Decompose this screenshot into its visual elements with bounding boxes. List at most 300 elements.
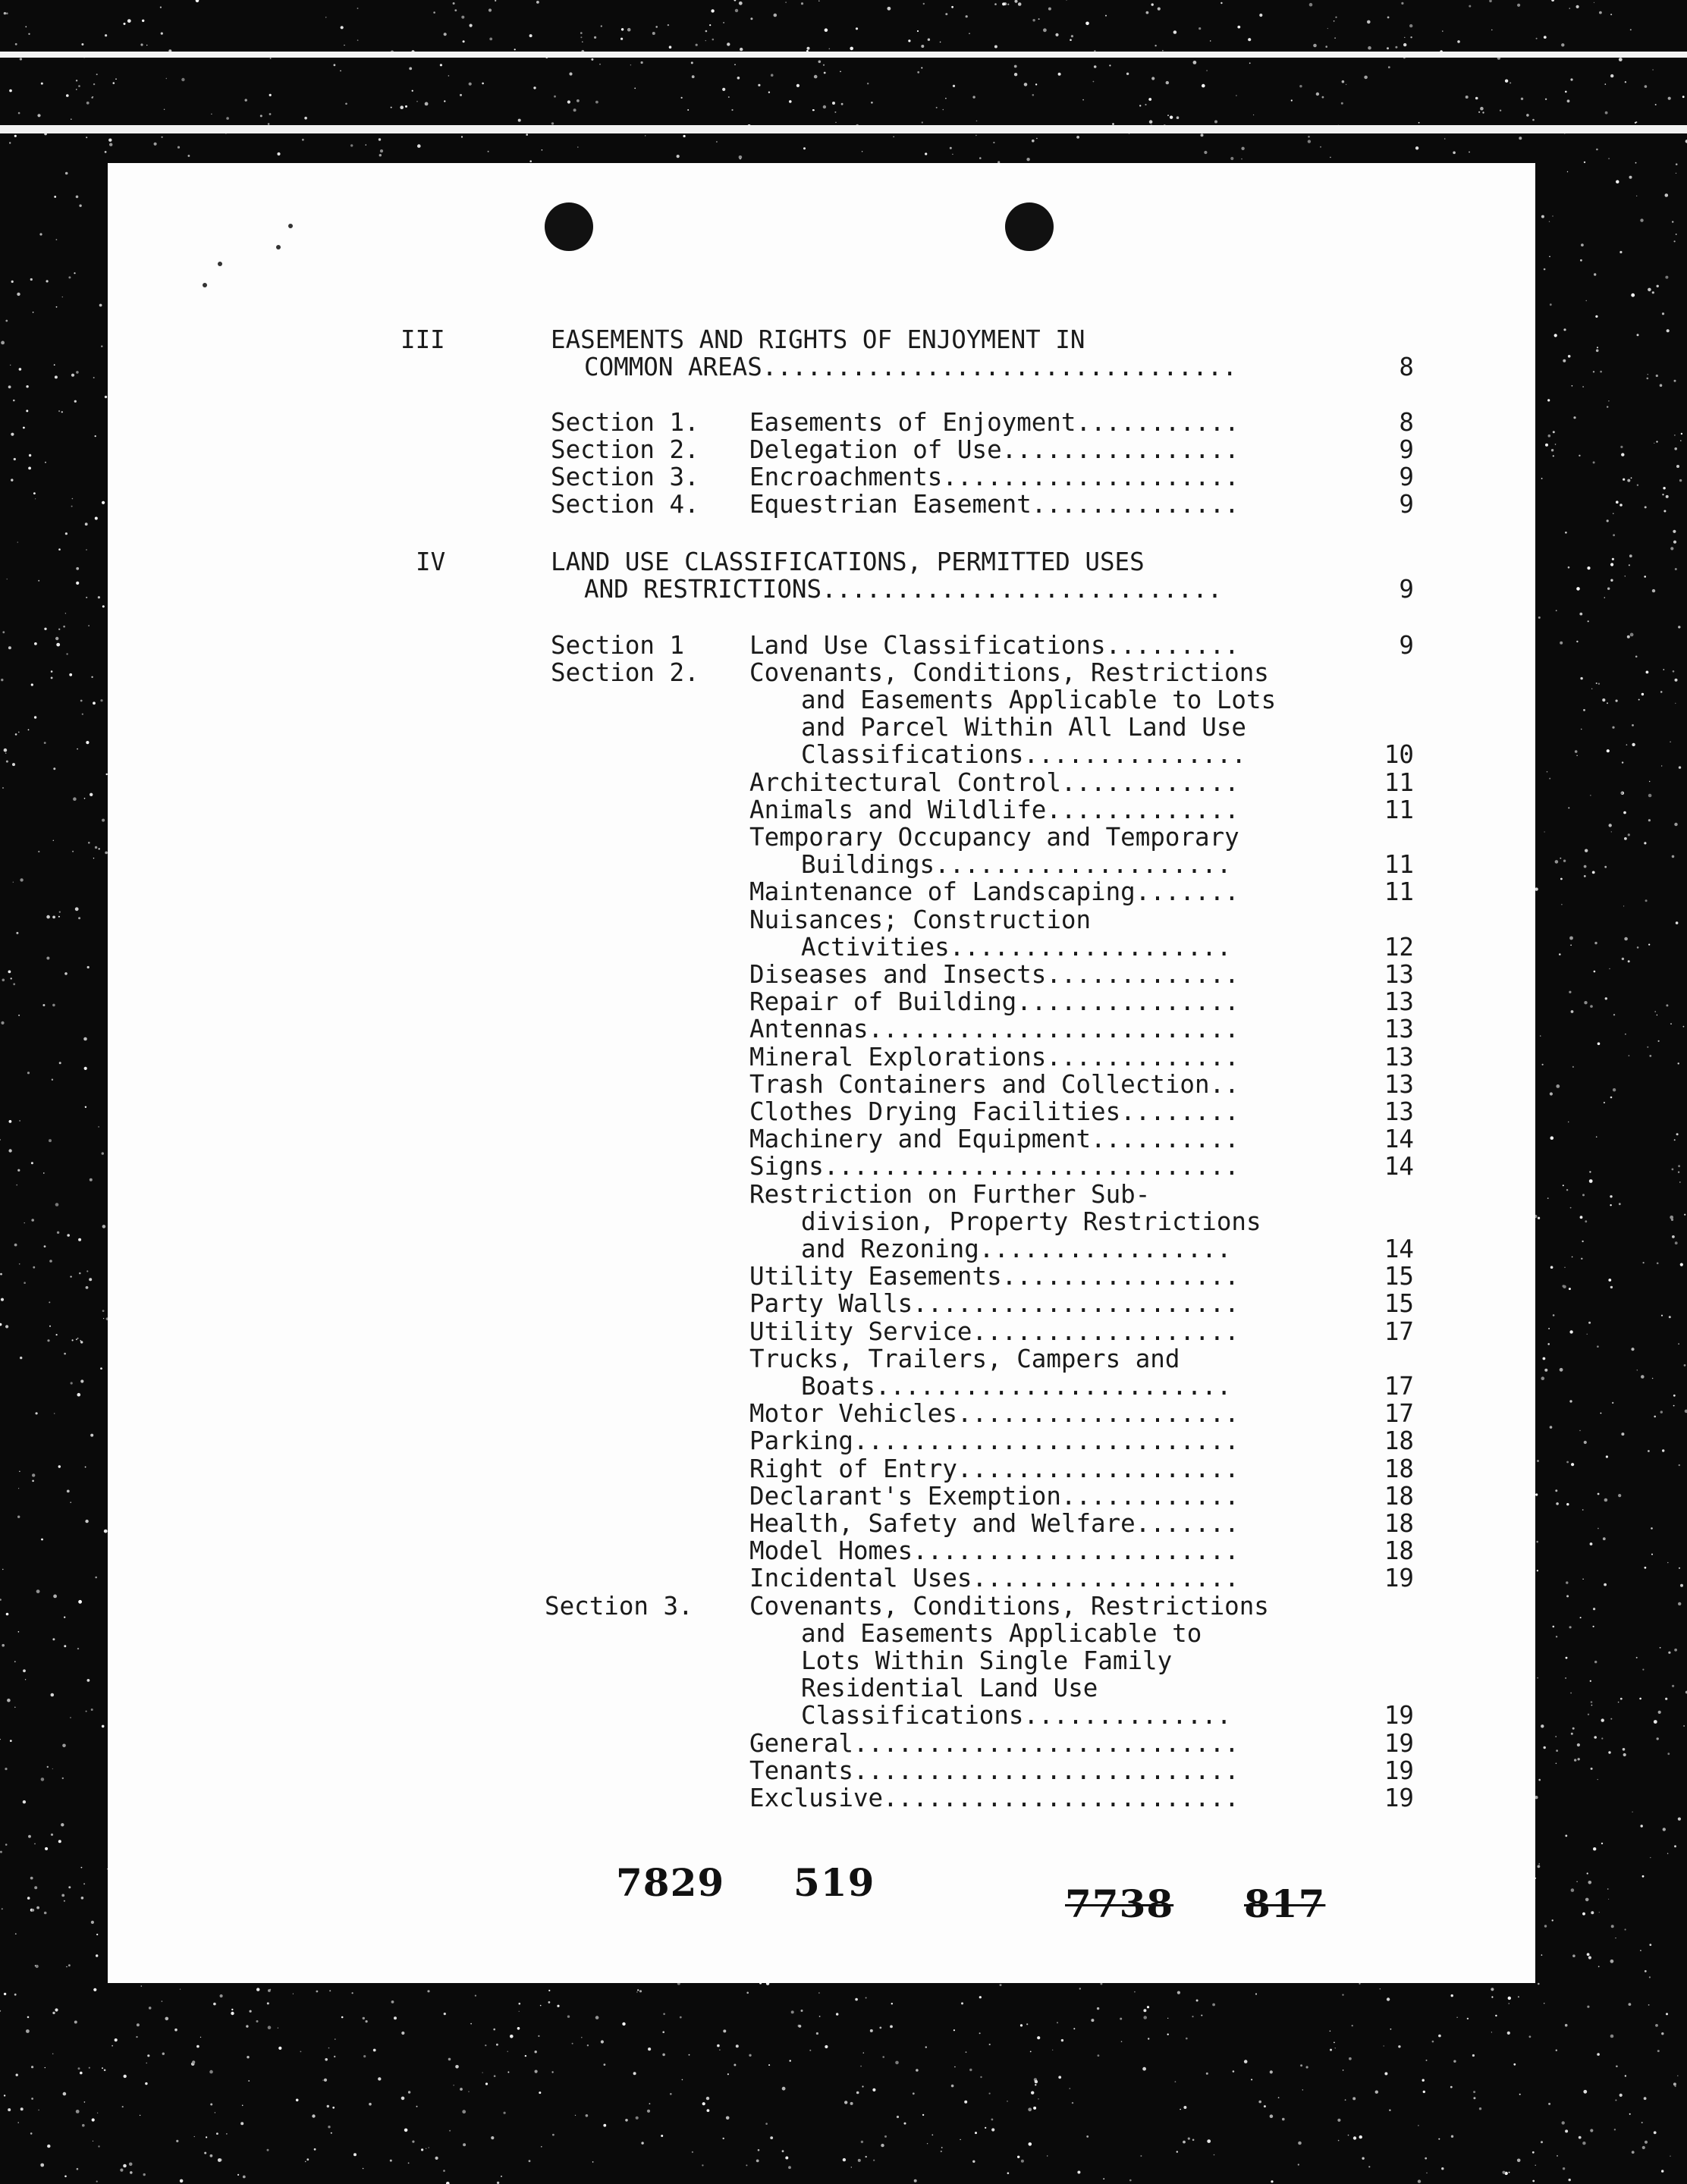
noise-speck (0, 1139, 1, 1140)
noise-speck (1451, 1994, 1453, 1997)
noise-speck (1541, 478, 1543, 479)
noise-speck (1183, 2141, 1186, 2144)
noise-speck (1212, 2004, 1215, 2007)
noise-speck (687, 109, 689, 111)
noise-speck (1658, 1040, 1660, 1042)
noise-speck (1004, 2, 1007, 5)
noise-speck (803, 147, 806, 149)
noise-speck (71, 1382, 73, 1384)
noise-speck (1601, 1737, 1603, 1739)
noise-speck (1456, 2017, 1457, 2018)
noise-speck (1126, 73, 1129, 75)
noise-speck (1270, 2070, 1273, 2073)
noise-speck (539, 2091, 541, 2094)
noise-speck (85, 1520, 88, 1523)
section-title: Equestrian Easement.............. (749, 490, 1239, 519)
noise-speck (814, 75, 818, 79)
noise-speck (1600, 371, 1602, 373)
noise-speck (575, 2115, 576, 2116)
page-number: 9 (1399, 631, 1414, 660)
noise-speck (1635, 656, 1638, 658)
noise-speck (353, 2153, 357, 2156)
noise-speck (1624, 837, 1627, 840)
toc-entry: Antennas......................... (749, 1015, 1239, 1043)
noise-speck (91, 1921, 94, 1924)
noise-speck (1000, 1984, 1002, 1986)
noise-speck (421, 2148, 423, 2151)
noise-speck (1637, 485, 1638, 486)
noise-speck (1538, 617, 1541, 619)
noise-speck (1676, 163, 1678, 165)
noise-speck (1170, 116, 1173, 119)
noise-speck (256, 2020, 259, 2022)
noise-speck (1580, 1617, 1582, 1618)
noise-speck (1076, 136, 1079, 139)
noise-speck (1666, 1004, 1668, 1006)
noise-speck (1661, 2170, 1663, 2172)
noise-speck (1649, 1055, 1651, 1057)
noise-speck (85, 522, 88, 526)
noise-speck (1547, 1197, 1549, 1199)
noise-speck (1544, 36, 1547, 39)
noise-speck (1550, 1426, 1553, 1429)
noise-speck (19, 1120, 20, 1121)
noise-speck (188, 155, 190, 157)
noise-speck (401, 2097, 405, 2101)
noise-speck (11, 433, 14, 436)
noise-speck (278, 2047, 281, 2050)
noise-speck (945, 13, 947, 15)
noise-speck (63, 626, 65, 628)
noise-speck (696, 44, 698, 46)
noise-speck (14, 1244, 17, 1247)
noise-speck (77, 748, 78, 750)
noise-speck (18, 732, 20, 733)
noise-speck (1572, 1954, 1575, 1957)
noise-speck (1672, 855, 1675, 858)
noise-speck (835, 122, 836, 123)
chapter-title: COMMON AREAS................................ (584, 353, 1237, 381)
noise-speck (1548, 2103, 1550, 2105)
noise-speck (52, 1768, 53, 1769)
noise-speck (72, 498, 74, 500)
noise-speck (1526, 114, 1529, 117)
noise-speck (913, 2092, 915, 2095)
noise-speck (226, 2133, 227, 2134)
noise-speck (72, 851, 74, 852)
noise-speck (209, 2070, 213, 2074)
noise-speck (1631, 1348, 1634, 1351)
noise-speck (1594, 273, 1596, 275)
noise-speck (1652, 1378, 1653, 1379)
noise-speck (796, 84, 800, 87)
page-number: 19 (1384, 1784, 1414, 1812)
noise-speck (1457, 40, 1460, 43)
noise-speck (1535, 2165, 1536, 2166)
noise-speck (75, 907, 79, 911)
noise-speck (52, 1079, 53, 1081)
noise-speck (630, 64, 631, 65)
noise-speck (682, 2079, 683, 2081)
noise-speck (494, 2075, 496, 2077)
noise-speck (1180, 2109, 1181, 2110)
noise-speck (1655, 104, 1657, 105)
noise-speck (51, 670, 53, 673)
toc-entry: Buildings.................... (801, 850, 1232, 879)
noise-speck (785, 2157, 788, 2160)
noise-speck (47, 2145, 50, 2148)
noise-speck (1657, 1263, 1659, 1265)
noise-speck (552, 2134, 554, 2136)
noise-speck (572, 2043, 573, 2044)
noise-speck (1673, 541, 1676, 544)
noise-speck (1313, 44, 1317, 48)
noise-speck (461, 16, 464, 19)
noise-speck (33, 492, 36, 494)
noise-speck (322, 2080, 323, 2081)
noise-speck (1641, 1825, 1643, 1827)
noise-speck (104, 2069, 106, 2072)
noise-speck (250, 2010, 252, 2013)
noise-speck (1348, 2135, 1349, 2136)
noise-speck (2, 979, 5, 982)
noise-speck (1547, 399, 1550, 401)
noise-speck (1563, 328, 1566, 331)
noise-speck (734, 64, 736, 65)
noise-speck (79, 205, 81, 207)
noise-speck (1680, 1584, 1683, 1587)
noise-speck (1678, 1172, 1679, 1173)
noise-speck (1342, 80, 1345, 83)
noise-speck (1519, 2094, 1521, 2095)
noise-speck (42, 1004, 45, 1006)
noise-speck (1541, 215, 1544, 218)
noise-speck (1678, 1062, 1679, 1064)
noise-speck (1033, 2107, 1036, 2110)
noise-speck (1359, 2135, 1362, 2138)
noise-speck (1073, 2028, 1075, 2029)
noise-speck (538, 2035, 539, 2037)
noise-speck (2, 631, 5, 633)
noise-speck (1613, 1088, 1616, 1091)
noise-speck (102, 819, 105, 822)
page-number: 18 (1384, 1536, 1414, 1565)
page-number: 17 (1384, 1372, 1414, 1401)
noise-speck (455, 2065, 459, 2069)
noise-speck (1663, 510, 1666, 513)
noise-speck (1667, 1853, 1668, 1854)
noise-speck (1604, 866, 1607, 868)
noise-speck (100, 699, 102, 701)
noise-speck (1601, 1718, 1604, 1721)
noise-speck (1553, 1626, 1555, 1628)
noise-speck (1566, 1581, 1568, 1583)
noise-speck (357, 8, 359, 9)
noise-speck (86, 741, 89, 744)
noise-speck (1204, 151, 1207, 154)
noise-speck (641, 2142, 643, 2144)
page-number: 19 (1384, 1564, 1414, 1592)
noise-speck (1043, 28, 1047, 32)
noise-speck (1026, 2023, 1028, 2025)
noise-speck (1389, 2110, 1390, 2111)
noise-speck (1555, 444, 1557, 445)
noise-speck (1014, 73, 1017, 76)
toc-entry: Covenants, Conditions, Restrictions (749, 1592, 1269, 1621)
noise-speck (1066, 0, 1067, 1)
noise-speck (1472, 2054, 1475, 2057)
noise-speck (64, 1353, 66, 1355)
noise-speck (20, 878, 23, 881)
noise-speck (191, 2062, 195, 2066)
noise-speck (242, 2105, 243, 2107)
noise-speck (4, 12, 6, 14)
noise-speck (231, 2009, 233, 2010)
toc-entry: Model Homes...................... (749, 1536, 1239, 1565)
noise-speck (1308, 136, 1310, 138)
noise-speck (31, 2098, 33, 2100)
noise-speck (1143, 2009, 1146, 2012)
toc-entry: Activities................... (801, 933, 1232, 962)
noise-speck (30, 278, 33, 281)
noise-speck (324, 2079, 327, 2082)
noise-speck (1645, 899, 1648, 902)
noise-speck (1645, 2141, 1648, 2144)
noise-speck (81, 1867, 83, 1869)
noise-speck (969, 2069, 972, 2071)
noise-speck (1345, 2099, 1346, 2101)
noise-speck (46, 915, 50, 919)
noise-speck (83, 1883, 85, 1884)
noise-speck (1183, 2106, 1186, 2109)
noise-speck (268, 1989, 271, 1992)
noise-speck (1517, 2159, 1521, 2163)
noise-speck (1334, 2042, 1335, 2044)
noise-speck (746, 2164, 747, 2166)
page-number: 9 (1399, 463, 1414, 491)
toc-entry: and Easements Applicable to (801, 1619, 1202, 1648)
noise-speck (1121, 2041, 1123, 2042)
document-page (108, 163, 1535, 1983)
noise-speck (1679, 1567, 1680, 1569)
noise-speck (1563, 2167, 1565, 2170)
noise-speck (6, 761, 8, 763)
noise-speck (728, 96, 730, 98)
noise-speck (1291, 99, 1293, 101)
noise-speck (9, 1120, 12, 1123)
noise-speck (1341, 102, 1343, 105)
noise-speck (1541, 1376, 1545, 1380)
noise-speck (394, 2016, 397, 2019)
noise-speck (1580, 1216, 1583, 1219)
toc-entry: Nuisances; Construction (749, 905, 1092, 934)
noise-speck (1608, 1279, 1611, 1282)
noise-speck (20, 1357, 22, 1359)
noise-speck (1629, 1055, 1630, 1056)
noise-speck (30, 1909, 33, 1912)
noise-speck (1316, 93, 1319, 96)
noise-speck (897, 2116, 899, 2118)
noise-speck (1029, 2142, 1032, 2146)
noise-speck (1583, 709, 1585, 711)
noise-speck (300, 2051, 302, 2053)
noise-speck (689, 2054, 690, 2056)
noise-speck (1581, 729, 1582, 730)
noise-speck (972, 2160, 975, 2163)
noise-speck (1544, 268, 1546, 271)
noise-speck (62, 1778, 64, 1779)
noise-speck (1618, 1702, 1619, 1703)
noise-speck (1542, 1064, 1544, 1065)
noise-speck (1438, 2138, 1440, 2140)
noise-speck (1251, 2079, 1252, 2080)
noise-speck (8, 971, 11, 974)
noise-speck (1535, 887, 1538, 890)
noise-speck (580, 32, 583, 34)
noise-speck (1560, 878, 1563, 880)
noise-speck (858, 2159, 861, 2162)
noise-speck (1661, 1315, 1663, 1316)
noise-speck (1193, 61, 1197, 64)
noise-speck (78, 917, 80, 919)
noise-speck (137, 2023, 140, 2026)
noise-speck (1681, 433, 1682, 435)
noise-speck (622, 2022, 625, 2026)
noise-speck (147, 2054, 149, 2057)
noise-speck (102, 2067, 103, 2069)
noise-speck (366, 2020, 368, 2022)
noise-speck (1479, 2107, 1481, 2110)
noise-speck (1032, 94, 1035, 96)
noise-speck (1551, 449, 1553, 451)
page-number: 13 (1384, 960, 1414, 989)
noise-speck (1390, 2029, 1392, 2030)
toc-entry: Declarant's Exemption............ (749, 1482, 1239, 1511)
noise-speck (6, 1613, 9, 1616)
noise-speck (1581, 243, 1584, 246)
noise-speck (1469, 5, 1471, 8)
noise-speck (818, 0, 820, 2)
noise-speck (652, 32, 655, 35)
noise-speck (1596, 350, 1599, 353)
noise-speck (1648, 2004, 1650, 2006)
noise-speck (247, 2056, 249, 2058)
noise-speck (1580, 259, 1582, 262)
noise-speck (979, 2032, 981, 2034)
noise-speck (149, 2007, 152, 2010)
noise-speck (194, 2136, 195, 2137)
noise-speck (1418, 122, 1420, 124)
noise-speck (124, 23, 126, 25)
noise-speck (1582, 1509, 1584, 1511)
toc-entry: Utility Service.................. (749, 1317, 1239, 1346)
noise-speck (1641, 2122, 1643, 2123)
noise-speck (31, 2066, 33, 2068)
page-number: 15 (1384, 1262, 1414, 1291)
noise-speck (952, 154, 953, 155)
noise-speck (807, 47, 810, 50)
noise-speck (1579, 455, 1580, 457)
noise-speck (541, 2146, 542, 2148)
toc-entry: Motor Vehicles................... (749, 1399, 1239, 1428)
noise-speck (576, 99, 580, 102)
noise-speck (1675, 679, 1678, 682)
noise-speck (103, 1318, 104, 1319)
noise-speck (1642, 1875, 1645, 1878)
noise-speck (24, 1222, 25, 1223)
noise-speck (514, 49, 516, 50)
page-number: 8 (1399, 408, 1414, 437)
noise-speck (444, 33, 447, 36)
noise-speck (1644, 842, 1646, 844)
noise-speck (836, 2013, 838, 2015)
noise-speck (1466, 96, 1469, 99)
section-label: Section 4. (551, 490, 699, 519)
noise-speck (237, 2174, 239, 2176)
noise-speck (58, 1465, 61, 1467)
noise-speck (735, 9, 738, 12)
noise-speck (51, 1834, 53, 1836)
noise-speck (1568, 807, 1569, 808)
noise-speck (26, 410, 28, 412)
noise-speck (1639, 1698, 1641, 1700)
noise-speck (1258, 2101, 1261, 2104)
noise-speck (1545, 444, 1548, 447)
noise-speck (1410, 36, 1412, 38)
noise-speck (1353, 2136, 1356, 2139)
noise-speck (269, 113, 272, 115)
page-number: 13 (1384, 1043, 1414, 1072)
noise-speck (1146, 11, 1149, 14)
toc-entry: Temporary Occupancy and Temporary (749, 823, 1239, 852)
noise-speck (812, 109, 814, 111)
noise-speck (1599, 1912, 1600, 1913)
noise-speck (41, 1778, 45, 1781)
noise-speck (1620, 446, 1623, 448)
noise-speck (1644, 2097, 1647, 2100)
noise-speck (46, 957, 49, 960)
noise-speck (863, 2052, 864, 2053)
noise-speck (401, 2032, 404, 2035)
toc-entry: Mineral Explorations............. (749, 1043, 1239, 1072)
noise-speck (1032, 19, 1035, 21)
noise-speck (1467, 2018, 1469, 2019)
noise-speck (1674, 1649, 1677, 1652)
noise-speck (1660, 691, 1663, 693)
noise-speck (1603, 1537, 1606, 1540)
toc-entry: and Easements Applicable to Lots (801, 686, 1277, 714)
noise-speck (1645, 1567, 1647, 1569)
noise-speck (334, 2056, 335, 2057)
noise-speck (1613, 1014, 1615, 1015)
noise-speck (1563, 1185, 1564, 1186)
noise-speck (76, 196, 79, 199)
noise-speck (540, 2005, 542, 2007)
noise-speck (357, 39, 359, 41)
noise-speck (82, 714, 83, 715)
noise-speck (327, 2105, 329, 2107)
noise-speck (1618, 1494, 1621, 1497)
noise-speck (1665, 276, 1668, 279)
noise-speck (1582, 1913, 1585, 1916)
noise-speck (0, 2010, 1, 2012)
noise-speck (1537, 1460, 1539, 1462)
noise-speck (1615, 2100, 1616, 2101)
noise-speck (84, 798, 86, 799)
noise-speck (85, 1467, 86, 1468)
noise-speck (1572, 1257, 1573, 1258)
noise-speck (1544, 1746, 1546, 1749)
